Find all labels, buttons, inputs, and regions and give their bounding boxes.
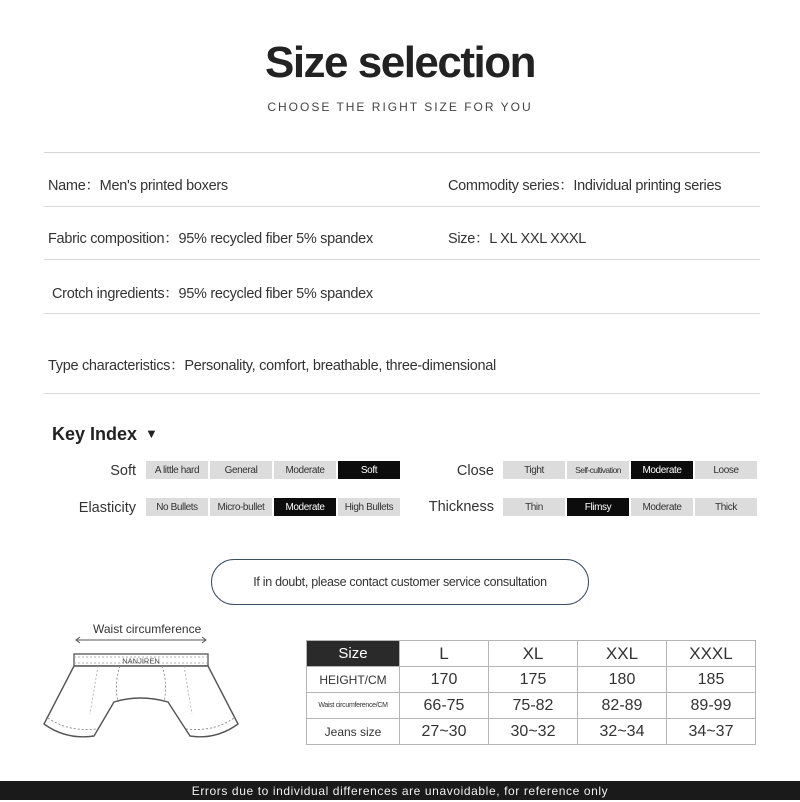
elasticity-scale xyxy=(146,498,400,516)
divider xyxy=(44,152,760,153)
thickness-option: Thick xyxy=(695,498,757,516)
product-name: Name：Men's printed boxers xyxy=(48,178,228,194)
boxer-shorts-icon xyxy=(40,632,240,752)
soft-option: Moderate xyxy=(274,461,336,479)
table-row xyxy=(307,719,756,745)
table-header-cell: XXXL xyxy=(667,641,756,667)
thickness-option-selected: Flimsy xyxy=(567,498,629,516)
table-header-cell: Size xyxy=(307,641,400,667)
key-index-label: Key Index xyxy=(52,424,138,444)
thickness-label: Thickness xyxy=(428,499,494,515)
table-cell: HEIGHT/CM xyxy=(307,667,400,693)
table-cell: 82-89 xyxy=(578,693,667,719)
divider xyxy=(44,393,760,394)
elasticity-option: No Bullets xyxy=(146,498,208,516)
table-cell: 30~32 xyxy=(489,719,578,745)
waist-label: Waist circumference xyxy=(93,622,202,636)
page-title: Size selection xyxy=(264,38,535,87)
type-characteristics: Type characteristics：Personality, comfort, breathable, three-dimensional xyxy=(48,358,496,374)
size-table xyxy=(306,640,756,745)
contact-note: If in doubt, please contact customer service consultation xyxy=(211,559,589,605)
thickness-scale xyxy=(503,498,757,516)
elasticity-option: Micro-bullet xyxy=(210,498,272,516)
table-cell: 34~37 xyxy=(667,719,756,745)
close-option: Loose xyxy=(695,461,757,479)
soft-option-selected: Soft xyxy=(338,461,400,479)
table-cell: 180 xyxy=(578,667,667,693)
close-option: Tight xyxy=(503,461,565,479)
close-label: Close xyxy=(456,463,494,479)
key-index-title xyxy=(52,424,158,445)
crotch-ingredients: Crotch ingredients：95% recycled fiber 5% spandex xyxy=(52,286,373,302)
table-cell: 175 xyxy=(489,667,578,693)
triangle-down-icon: ▼ xyxy=(145,426,158,441)
divider xyxy=(44,313,760,314)
table-header-cell: XL xyxy=(489,641,578,667)
footer-disclaimer: Errors due to individual differences are unavoidable, for reference only xyxy=(0,781,800,800)
table-cell: Jeans size xyxy=(307,719,400,745)
table-cell: 27~30 xyxy=(400,719,489,745)
soft-option: General xyxy=(210,461,272,479)
table-row xyxy=(307,667,756,693)
divider xyxy=(44,259,760,260)
elasticity-label: Elasticity xyxy=(78,500,136,516)
thickness-option: Thin xyxy=(503,498,565,516)
table-header-row xyxy=(307,641,756,667)
table-cell: 185 xyxy=(667,667,756,693)
brand-label: NANJIREN xyxy=(122,656,160,666)
elasticity-option-selected: Moderate xyxy=(274,498,336,516)
table-header-cell: L xyxy=(400,641,489,667)
close-option: Self-cultivation xyxy=(567,461,629,479)
table-cell: 32~34 xyxy=(578,719,667,745)
table-cell: Waist circumference/CM xyxy=(307,693,400,719)
thickness-option: Moderate xyxy=(631,498,693,516)
soft-scale xyxy=(146,461,400,479)
soft-option: A little hard xyxy=(146,461,208,479)
close-scale xyxy=(503,461,757,479)
elasticity-option: High Bullets xyxy=(338,498,400,516)
page-subtitle: CHOOSE THE RIGHT SIZE FOR YOU xyxy=(267,100,533,114)
table-cell: 75-82 xyxy=(489,693,578,719)
size-list: Size：L XL XXL XXXL xyxy=(448,231,587,247)
table-cell: 89-99 xyxy=(667,693,756,719)
table-header-cell: XXL xyxy=(578,641,667,667)
table-cell: 66-75 xyxy=(400,693,489,719)
table-row xyxy=(307,693,756,719)
soft-label: Soft xyxy=(110,463,136,479)
table-cell: 170 xyxy=(400,667,489,693)
divider xyxy=(44,206,760,207)
close-option-selected: Moderate xyxy=(631,461,693,479)
commodity-series: Commodity series：Individual printing series xyxy=(448,178,722,194)
fabric-composition: Fabric composition：95% recycled fiber 5% spandex xyxy=(48,231,373,247)
